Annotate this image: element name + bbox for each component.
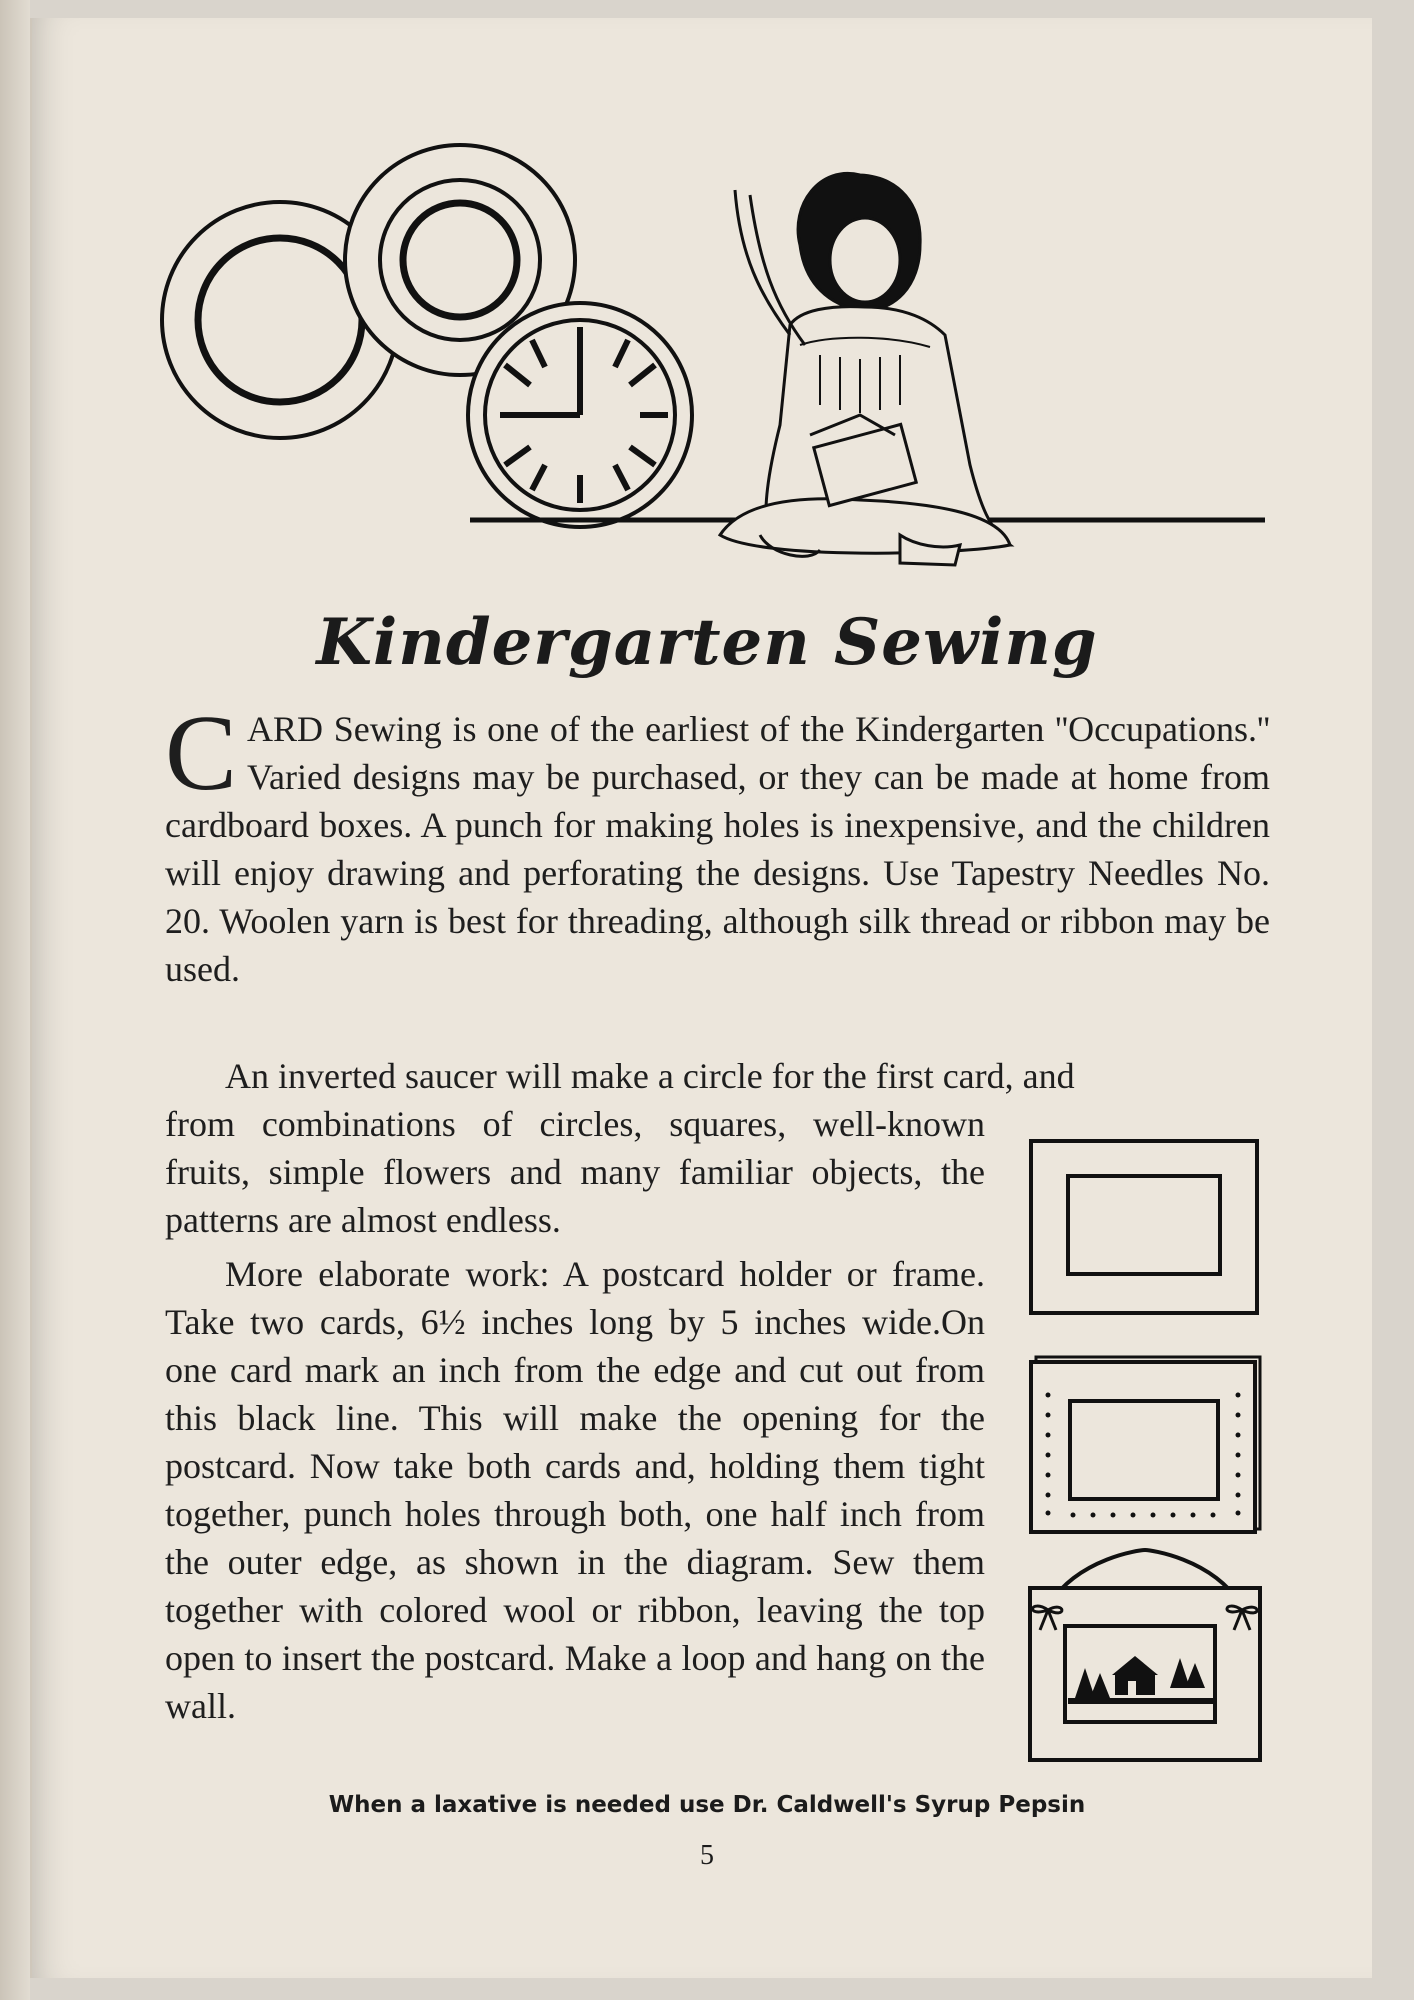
- sewing-cards-illustration: [160, 135, 1280, 595]
- frame-card-diagram: [1028, 1138, 1260, 1318]
- punched-frame-diagram: [1028, 1355, 1264, 1535]
- paragraph-card-sewing: [165, 694, 1270, 993]
- book-spine: [0, 0, 30, 2000]
- paragraph-text: ARD Sewing is one of the earliest of the Kindergarten ''Occupations.'' Varied designs may be purchased, or they can be made at home from cardboard boxes. A punch for making holes is inexpensive, and the children will enjoy drawing and perforating the designs. Use Tapestry Needles No. 20. Woolen yarn is best for threading, although silk thread or ribbon may be used.: [165, 709, 1270, 989]
- paragraph-saucer-rest: from combinations of circles, squares, well-known fruits, simple flowers and many familiar objects, the patterns are almost endless.: [165, 1104, 985, 1240]
- page-title: Kindergarten Sewing: [316, 605, 1098, 680]
- paragraph-postcard-holder: More elaborate work: A postcard holder or frame. Take two cards, 6½ inches long by 5 inches wide.On one card mark an inch from the edge and cut out from this black line. This will make the opening for the postcard. Now take both cards and, holding them tight together, punch holes through both, one half inch from the outer edge, as shown in the diagram. Sew them together with colored wool or ribbon, leaving the top open to insert the postcard. Make a loop and hang on the wall.: [165, 1254, 985, 1726]
- drop-cap: C: [165, 694, 238, 813]
- paragraph-saucer-lead: An inverted saucer will make a circle for the first card, and: [225, 1056, 1075, 1096]
- page-number: 5: [700, 1840, 714, 1871]
- footer-advertisement: When a laxative is needed use Dr. Caldwell's Syrup Pepsin: [328, 1792, 1086, 1818]
- hanging-frame-diagram: [1020, 1548, 1270, 1763]
